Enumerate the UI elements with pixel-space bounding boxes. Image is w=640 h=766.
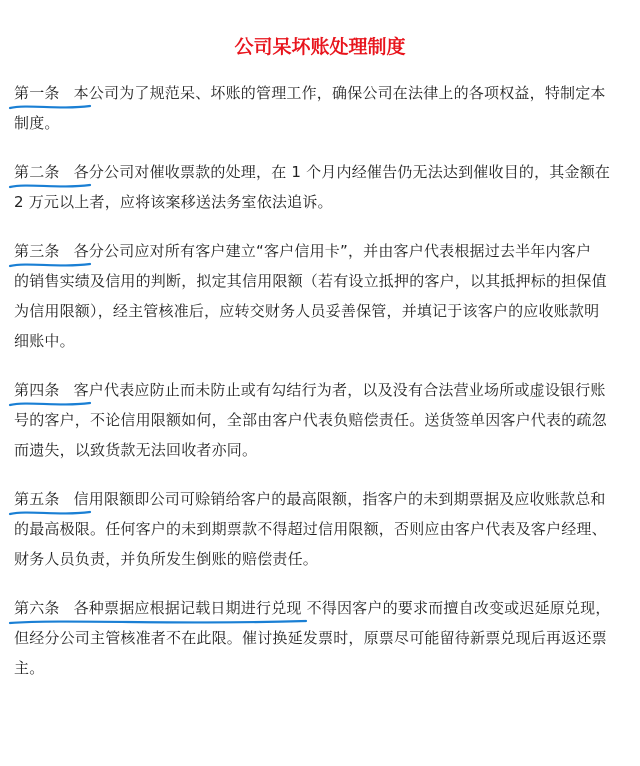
hand-drawn-underline (8, 259, 92, 269)
article-5 (14, 484, 626, 574)
article-text-line: 2 万元以上者，应将该案移送法务室依法追诉。 (14, 193, 333, 211)
article-text-line: 各种票据应根据记载日期进行兑现 不得因客户的要求而擅自改变或迟延原兑现， (73, 599, 611, 617)
article-label (14, 236, 60, 266)
article-text-line: 信用限额即公司可赊销给客户的最高限额，指客户的未到期票据及应收账款总和 (73, 490, 606, 508)
article-text-line: 的最高极限。任何客户的未到期票款不得超过信用限额，否则应由客户代表及客户经理、 (14, 520, 607, 538)
article-text-line: 本公司为了规范呆、坏账的管理工作，确保公司在法律上的各项权益，特制定本 (73, 84, 606, 102)
article-4 (14, 375, 626, 465)
article-text-line: 但经分公司主管核准者不在此限。催讨换延发票时，原票尽可能留待新票兑现后再返还票 (14, 629, 607, 647)
article-label (14, 593, 60, 623)
article-3 (14, 236, 626, 356)
article-text-line: 为信用限额），经主管核准后，应转交财务人员妥善保管，并填记于该客户的应收账款明 (14, 302, 600, 320)
article-2 (14, 157, 626, 217)
article-label (14, 375, 60, 405)
article-text-line: 各分公司对催收票款的处理，在 1 个月内经催告仍无法达到催收目的，其金额在 (73, 163, 611, 181)
hand-drawn-underline (8, 101, 92, 111)
article-text-line: 各分公司应对所有客户建立“客户信用卡”，并由客户代表根据过去半年内客户 (73, 242, 592, 260)
hand-drawn-underline (8, 507, 92, 517)
article-label-text: 第三条 (14, 242, 60, 260)
document-title: 公司呆坏账处理制度 (234, 36, 406, 58)
article-1 (14, 78, 626, 138)
article-text-line: 制度。 (14, 114, 60, 132)
hand-drawn-underline (8, 616, 308, 626)
article-label (14, 157, 60, 187)
article-label-text: 第六条 (14, 599, 60, 617)
article-6 (14, 593, 626, 683)
hand-drawn-underline (8, 180, 92, 190)
article-label (14, 78, 60, 108)
article-label-text: 第一条 (14, 84, 60, 102)
article-text-line: 的销售实绩及信用的判断，拟定其信用限额（若有设立抵押的客户，以其抵押标的担保值 (14, 272, 607, 290)
article-text-line: 号的客户，不论信用限额如何，全部由客户代表负赔偿责任。送货签单因客户代表的疏忽 (14, 411, 607, 429)
article-label-text: 第四条 (14, 381, 60, 399)
article-text-line: 主。 (14, 659, 45, 677)
hand-drawn-underline (8, 398, 92, 408)
article-label-text: 第五条 (14, 490, 60, 508)
article-text-line: 财务人员负责，并负所发生倒账的赔偿责任。 (14, 550, 319, 568)
article-text-line: 细账中。 (14, 332, 75, 350)
article-text-line: 客户代表应防止而未防止或有勾结行为者，以及没有合法营业场所或虚设银行账 (73, 381, 606, 399)
article-label-text: 第二条 (14, 163, 60, 181)
article-label (14, 484, 60, 514)
article-text-line: 而遗失，以致货款无法回收者亦同。 (14, 441, 258, 459)
